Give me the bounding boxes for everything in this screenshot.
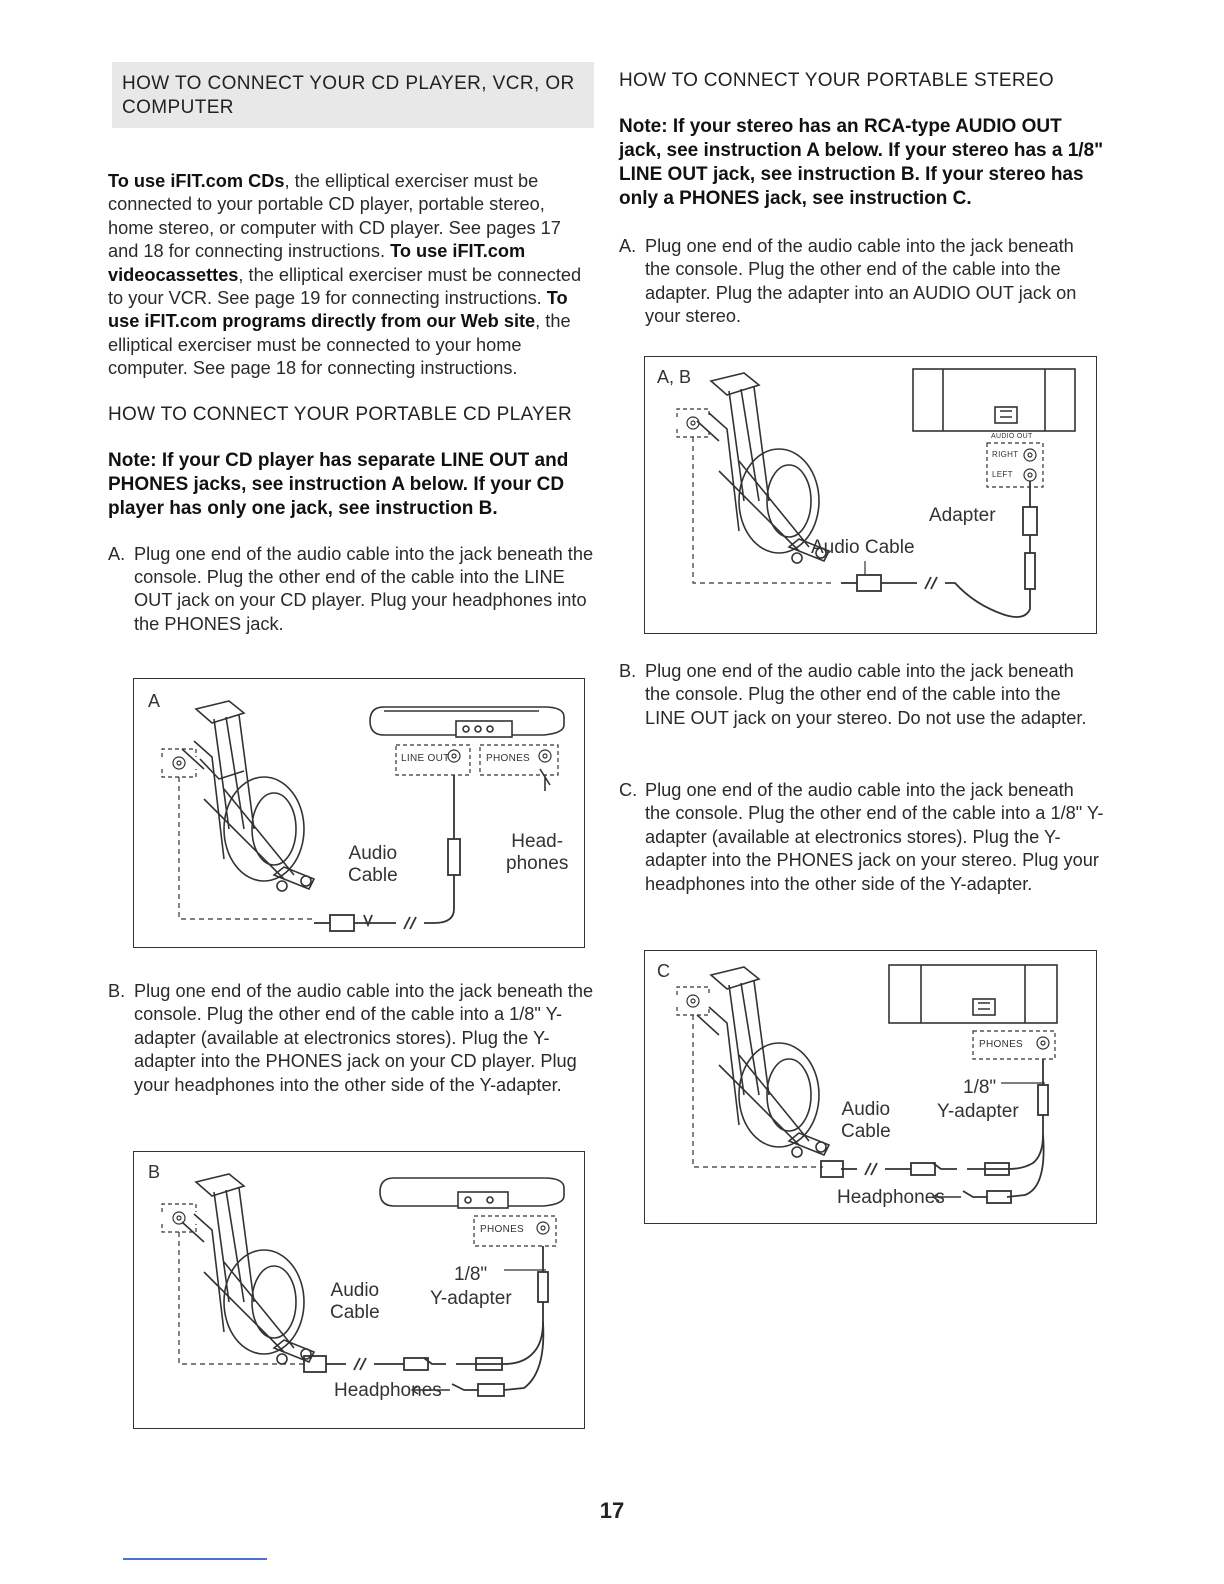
headphones-label: Headphones [837,1187,945,1208]
headphones-callout [506,831,568,875]
right-jack-icon [1024,449,1036,461]
audio-cable-callout [348,843,398,887]
headphones-pointer [540,769,550,791]
figure-label: B [148,1162,161,1182]
console-jack-icon [677,987,823,1167]
instruction-text: Plug one end of the audio cable into the jack beneath the console. Plug the other end of the cable into the LINE OUT jack on your stereo. Do not use the adapter. [645,661,1087,728]
instruction-text: Plug one end of the audio cable into the jack beneath the console. Plug the other end of the cable into a 1/8" Y-adapter (available at electronics stores). Plug the Y-adapter into the PHONES jack on your CD player. Plug your headphones into the other side of the Y-adapter. [134,981,594,1095]
cd-instruction-a [108,543,594,637]
elliptical-machine-icon [182,701,314,891]
elliptical-machine-icon [697,373,829,563]
right-column [619,62,1104,329]
instruction-letter: A. [108,543,126,564]
instruction-text: Plug one end of the audio cable into the jack beneath the console. Plug the other end of the cable into the LINE OUT jack on your CD player. Plug your headphones into the PHONES jack. [134,543,594,634]
line-out-jack-icon [448,750,460,762]
cd-player-icon [380,1178,564,1208]
elliptical-machine-icon [182,1174,314,1364]
left-column [108,62,594,636]
footer-rule [123,1558,267,1560]
left-jack-icon [1024,469,1036,481]
callout-line-2: Cable [348,865,398,886]
figure-stereo-ab [644,356,1097,634]
adapter-label: Adapter [929,505,996,526]
callout-line-2: Cable [841,1121,891,1142]
figure-cd-player-a [133,678,585,948]
cd-player-heading: HOW TO CONNECT YOUR PORTABLE CD PLAYER [108,403,572,425]
instruction-text: Plug one end of the audio cable into the jack beneath the console. Plug the other end of the cable into a 1/8" Y-adapter (available at electronics stores). Plug the Y-adapter into the PHONES jack on your stereo. Plug your headphones into the other side of the Y-adapter. [645,780,1104,894]
phones-label: PHONES [979,1039,1024,1050]
intro-bold-3: To use iFIT.com programs directly from our Web site [108,288,568,332]
intro-bold-2: To use iFIT.com videocassettes [108,241,526,285]
page-number: 17 [599,1498,625,1523]
diagram-svg [645,951,1096,1223]
stereo-instruction-c [619,779,1104,896]
intro-text-1: , the elliptical exerciser must be connected to your portable CD player, portable stereo, home stereo, or computer with CD player. See pages 17 and 18 for connecting instructions. [108,171,561,262]
audio-out-label: AUDIO OUT [991,433,1033,440]
phones-label: PHONES [486,753,531,764]
figure-label: C [657,961,670,981]
figure-cd-player-b [133,1151,585,1429]
instruction-letter: C. [619,780,638,800]
cd-player-icon [370,707,564,737]
cd-player-note: Note: If your CD player has separate LINE OUT and PHONES jacks, see instruction A below. If your CD player has only one jack, see instruction B. [108,449,569,519]
callout-line-2: phones [506,853,569,874]
instruction-letter: A. [619,236,637,256]
diagram-svg [134,679,584,947]
phones-label: PHONES [480,1224,525,1235]
intro-paragraph [108,170,594,381]
banner-title: HOW TO CONNECT YOUR CD PLAYER, VCR, OR COMPUTER [122,73,575,118]
instruction-letter: B. [108,981,126,1001]
stereo-icon [913,369,1075,431]
intro-text-2: , the elliptical exerciser must be connected to your VCR. See page 19 for connecting instructions. [108,264,582,309]
instruction-text: Plug one end of the audio cable into the jack beneath the console. Plug the other end of the cable into the adapter. Plug the adapter into an AUDIO OUT jack on your stereo. [645,236,1077,327]
section-banner [112,62,594,128]
phones-jack-icon [539,750,551,762]
y-adapter-label: Y-adapter [430,1288,512,1309]
intro-text-3: , the elliptical exerciser must be connected to your home computer. See page 18 for connecting instructions. [108,311,571,379]
headphones-label: Headphones [334,1380,442,1401]
right-jack-label: RIGHT [992,450,1019,459]
console-jack-icon [162,749,312,919]
callout-line-1: Audio [841,1099,891,1120]
intro-bold-1: To use iFIT.com CDs [108,171,285,191]
stereo-heading: HOW TO CONNECT YOUR PORTABLE STEREO [619,70,1054,91]
instruction-letter: B. [619,661,637,681]
callout-line-1: Head- [511,831,564,852]
figure-stereo-c [644,950,1097,1224]
stereo-icon [889,965,1057,1023]
y-adapter-label: Y-adapter [937,1101,1019,1122]
stereo-instruction-a [619,235,1104,329]
stereo-note: Note: If your stereo has an RCA-type AUDIO OUT jack, see instruction A below. If your stereo has a 1/8" LINE OUT jack, see instruction B. If your stereo has only a PHONES jack, see instruction C. [619,116,1104,209]
audio-cable-callout [841,1099,891,1143]
callout-line-1: Audio [348,843,398,864]
left-jack-label: LEFT [992,470,1013,479]
callout-line-1: Audio [330,1280,380,1301]
size-label: 1/8" [454,1264,488,1285]
figure-label: A [148,691,161,711]
phones-jack-icon [1037,1037,1049,1049]
console-jack-icon [162,1204,304,1364]
size-label: 1/8" [963,1077,997,1098]
audio-cable-callout [330,1280,380,1324]
audio-cable-label: Audio Cable [811,537,915,558]
figure-label: A, B [657,367,692,387]
line-out-label: LINE OUT [401,753,450,764]
callout-line-2: Cable [330,1302,380,1323]
stereo-instruction-b [619,660,1104,730]
cd-instruction-b [108,980,594,1097]
elliptical-machine-icon [697,967,829,1157]
diagram-svg [645,357,1096,633]
phones-jack-icon [537,1222,549,1234]
